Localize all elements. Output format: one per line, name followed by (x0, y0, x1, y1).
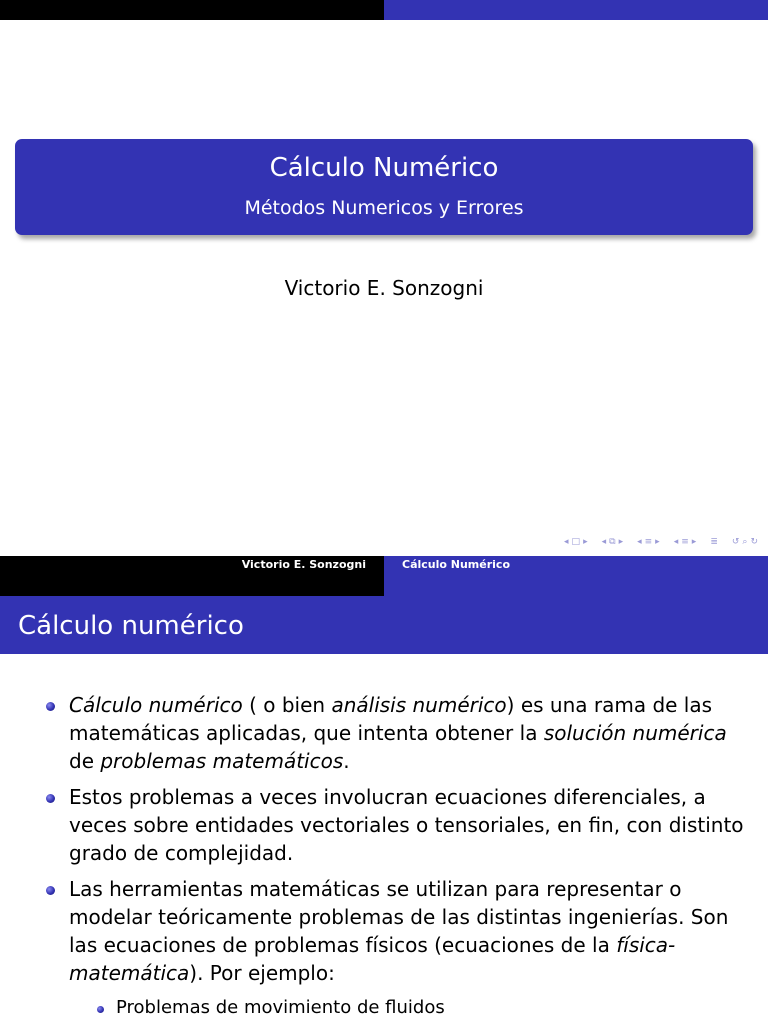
frame-icon[interactable]: □ (571, 537, 581, 547)
arrow-right-icon[interactable]: ▸ (618, 537, 624, 547)
bullet-icon (97, 1006, 104, 1013)
slide-content (44, 691, 756, 1021)
sub-list-item (44, 995, 756, 1021)
item-text: Cálculo numérico ( o bien análisis numérico) es una rama de las matemáticas aplicadas, que intenta obtener la solución numérica de problemas matemáticos. (69, 693, 727, 773)
bullet-icon (46, 886, 55, 895)
search-icon[interactable]: ⌕ (742, 537, 748, 547)
sub-item-text: Problemas de movimiento de fluidos (116, 997, 445, 1018)
item-text: Las herramientas matemáticas se utilizan para representar o modelar teóricamente problemas de las distintas ingenierías. Son las ecuaciones de problemas físicos (ecuaciones de la física-matemática). Por ejemplo: (69, 877, 729, 985)
bullet-icon (46, 702, 55, 711)
forward-icon[interactable]: ↻ (750, 537, 758, 547)
align-icon[interactable]: ≣ (710, 537, 718, 547)
sub-list (44, 995, 756, 1021)
list-item (44, 875, 756, 987)
list-item (44, 783, 756, 867)
arrow-left-icon[interactable]: ◂ (601, 537, 607, 547)
back-icon[interactable]: ↺ (731, 537, 740, 547)
headline-bar-right (384, 0, 768, 20)
footline-left (0, 556, 384, 596)
presentation-subtitle: Métodos Numericos y Errores (244, 197, 524, 219)
arrow-left-icon[interactable]: ◂ (673, 537, 679, 547)
frame-title-bar (0, 596, 768, 654)
footline-title: Cálculo Numérico (402, 558, 511, 571)
list-item (44, 691, 756, 775)
arrow-left-icon[interactable]: ◂ (564, 537, 569, 547)
item-text: Estos problemas a veces involucran ecuaciones diferenciales, a veces sobre entidades vectoriales o tensoriales, en fin, con distinto grado de complejidad. (69, 785, 744, 865)
section-icon[interactable]: ≡ (681, 537, 689, 547)
arrow-right-icon[interactable]: ▸ (583, 537, 588, 547)
bullet-icon (46, 794, 55, 803)
footline-author: Victorio E. Sonzogni (241, 558, 366, 571)
presentation-title: Cálculo Numérico (269, 153, 499, 183)
headline-bar-left (0, 0, 384, 20)
arrow-right-icon[interactable]: ▸ (655, 537, 660, 547)
arrow-right-icon[interactable]: ▸ (691, 537, 697, 547)
navigation-bar (564, 535, 758, 549)
frame-title: Cálculo numérico (18, 611, 244, 641)
section-icon[interactable]: ≡ (644, 537, 653, 547)
subsection-icon[interactable]: ⧉ (609, 537, 616, 547)
arrow-left-icon[interactable]: ◂ (637, 537, 642, 547)
presentation-author: Victorio E. Sonzogni (284, 276, 484, 300)
footline-right (384, 556, 768, 596)
